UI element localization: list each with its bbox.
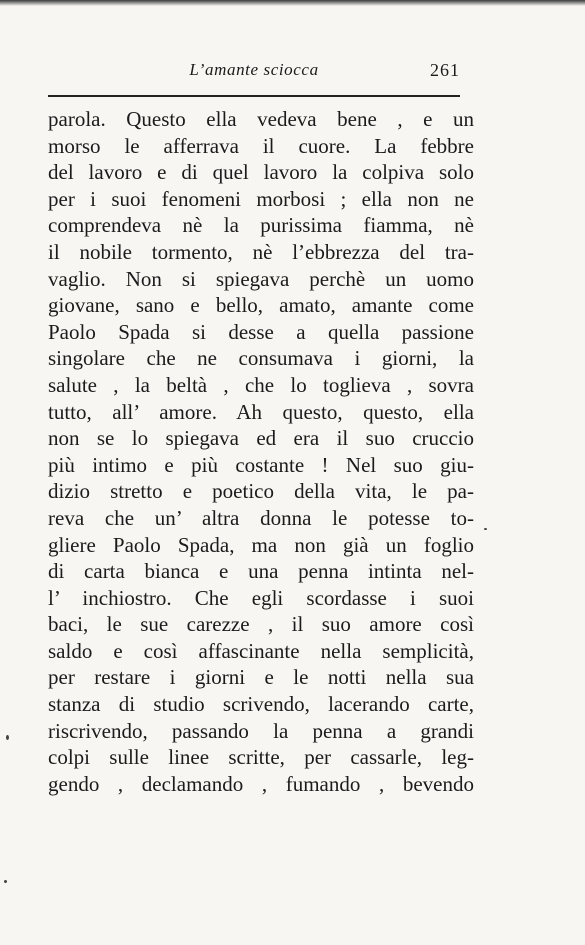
text-line: più intimo e più costante ! Nel suo giu- — [48, 452, 474, 477]
text-line: comprendeva nè la purissima fiamma, nè — [48, 213, 474, 238]
ink-speck — [6, 735, 9, 740]
text-line: Paolo Spada si desse a quella passione — [48, 319, 474, 344]
text-line: l’ inchiostro. Che egli scordasse i suoi — [48, 585, 474, 610]
text-line: vaglio. Non si spiegava perchè un uomo — [48, 266, 474, 291]
text-line: di carta bianca e una penna intinta nel- — [48, 559, 474, 584]
page-number: 261 — [430, 60, 460, 80]
text-line: per i suoi fenomeni morbosi ; ella non ne — [48, 186, 474, 211]
text-line: dizio stretto e poetico della vita, le pa- — [48, 479, 474, 504]
text-line: gliere Paolo Spada, ma non già un foglio — [48, 532, 474, 557]
text-line: colpi sulle linee scritte, per cassarle, leg- — [48, 745, 474, 770]
running-title: L’amante sciocca — [189, 60, 319, 79]
text-line: saldo e così affascinante nella semplicità, — [48, 638, 474, 663]
text-line: reva che un’ altra donna le potesse to- — [48, 505, 474, 530]
text-line: salute , la beltà , che lo toglieva , sovra — [48, 372, 474, 397]
text-line: per restare i giorni e le notti nella sua — [48, 665, 474, 690]
text-line: morso le afferrava il cuore. La febbre — [48, 133, 474, 158]
page-top-edge — [0, 0, 585, 6]
header-rule — [48, 95, 460, 97]
text-line: stanza di studio scrivendo, lacerando carte, — [48, 692, 474, 717]
text-line: giovane, sano e bello, amato, amante come — [48, 293, 474, 318]
ink-speck — [484, 528, 487, 530]
text-line: il nobile tormento, nè l’ebbrezza del tra- — [48, 239, 474, 264]
text-line: gendo , declamando , fumando , bevendo — [48, 771, 474, 796]
text-line: singolare che ne consumava i giorni, la — [48, 346, 474, 371]
running-head — [48, 60, 460, 86]
body-text — [48, 106, 474, 797]
text-line: tutto, all’ amore. Ah questo, questo, ella — [48, 399, 474, 424]
text-line: parola. Questo ella vedeva bene , e un — [48, 107, 474, 131]
text-line: del lavoro e di quel lavoro la colpiva solo — [48, 160, 474, 185]
text-line: riscrivendo, passando la penna a grandi — [48, 718, 474, 743]
ink-speck — [4, 880, 7, 883]
text-line: baci, le sue carezze , il suo amore così — [48, 612, 474, 637]
text-line: non se lo spiegava ed era il suo cruccio — [48, 426, 474, 451]
